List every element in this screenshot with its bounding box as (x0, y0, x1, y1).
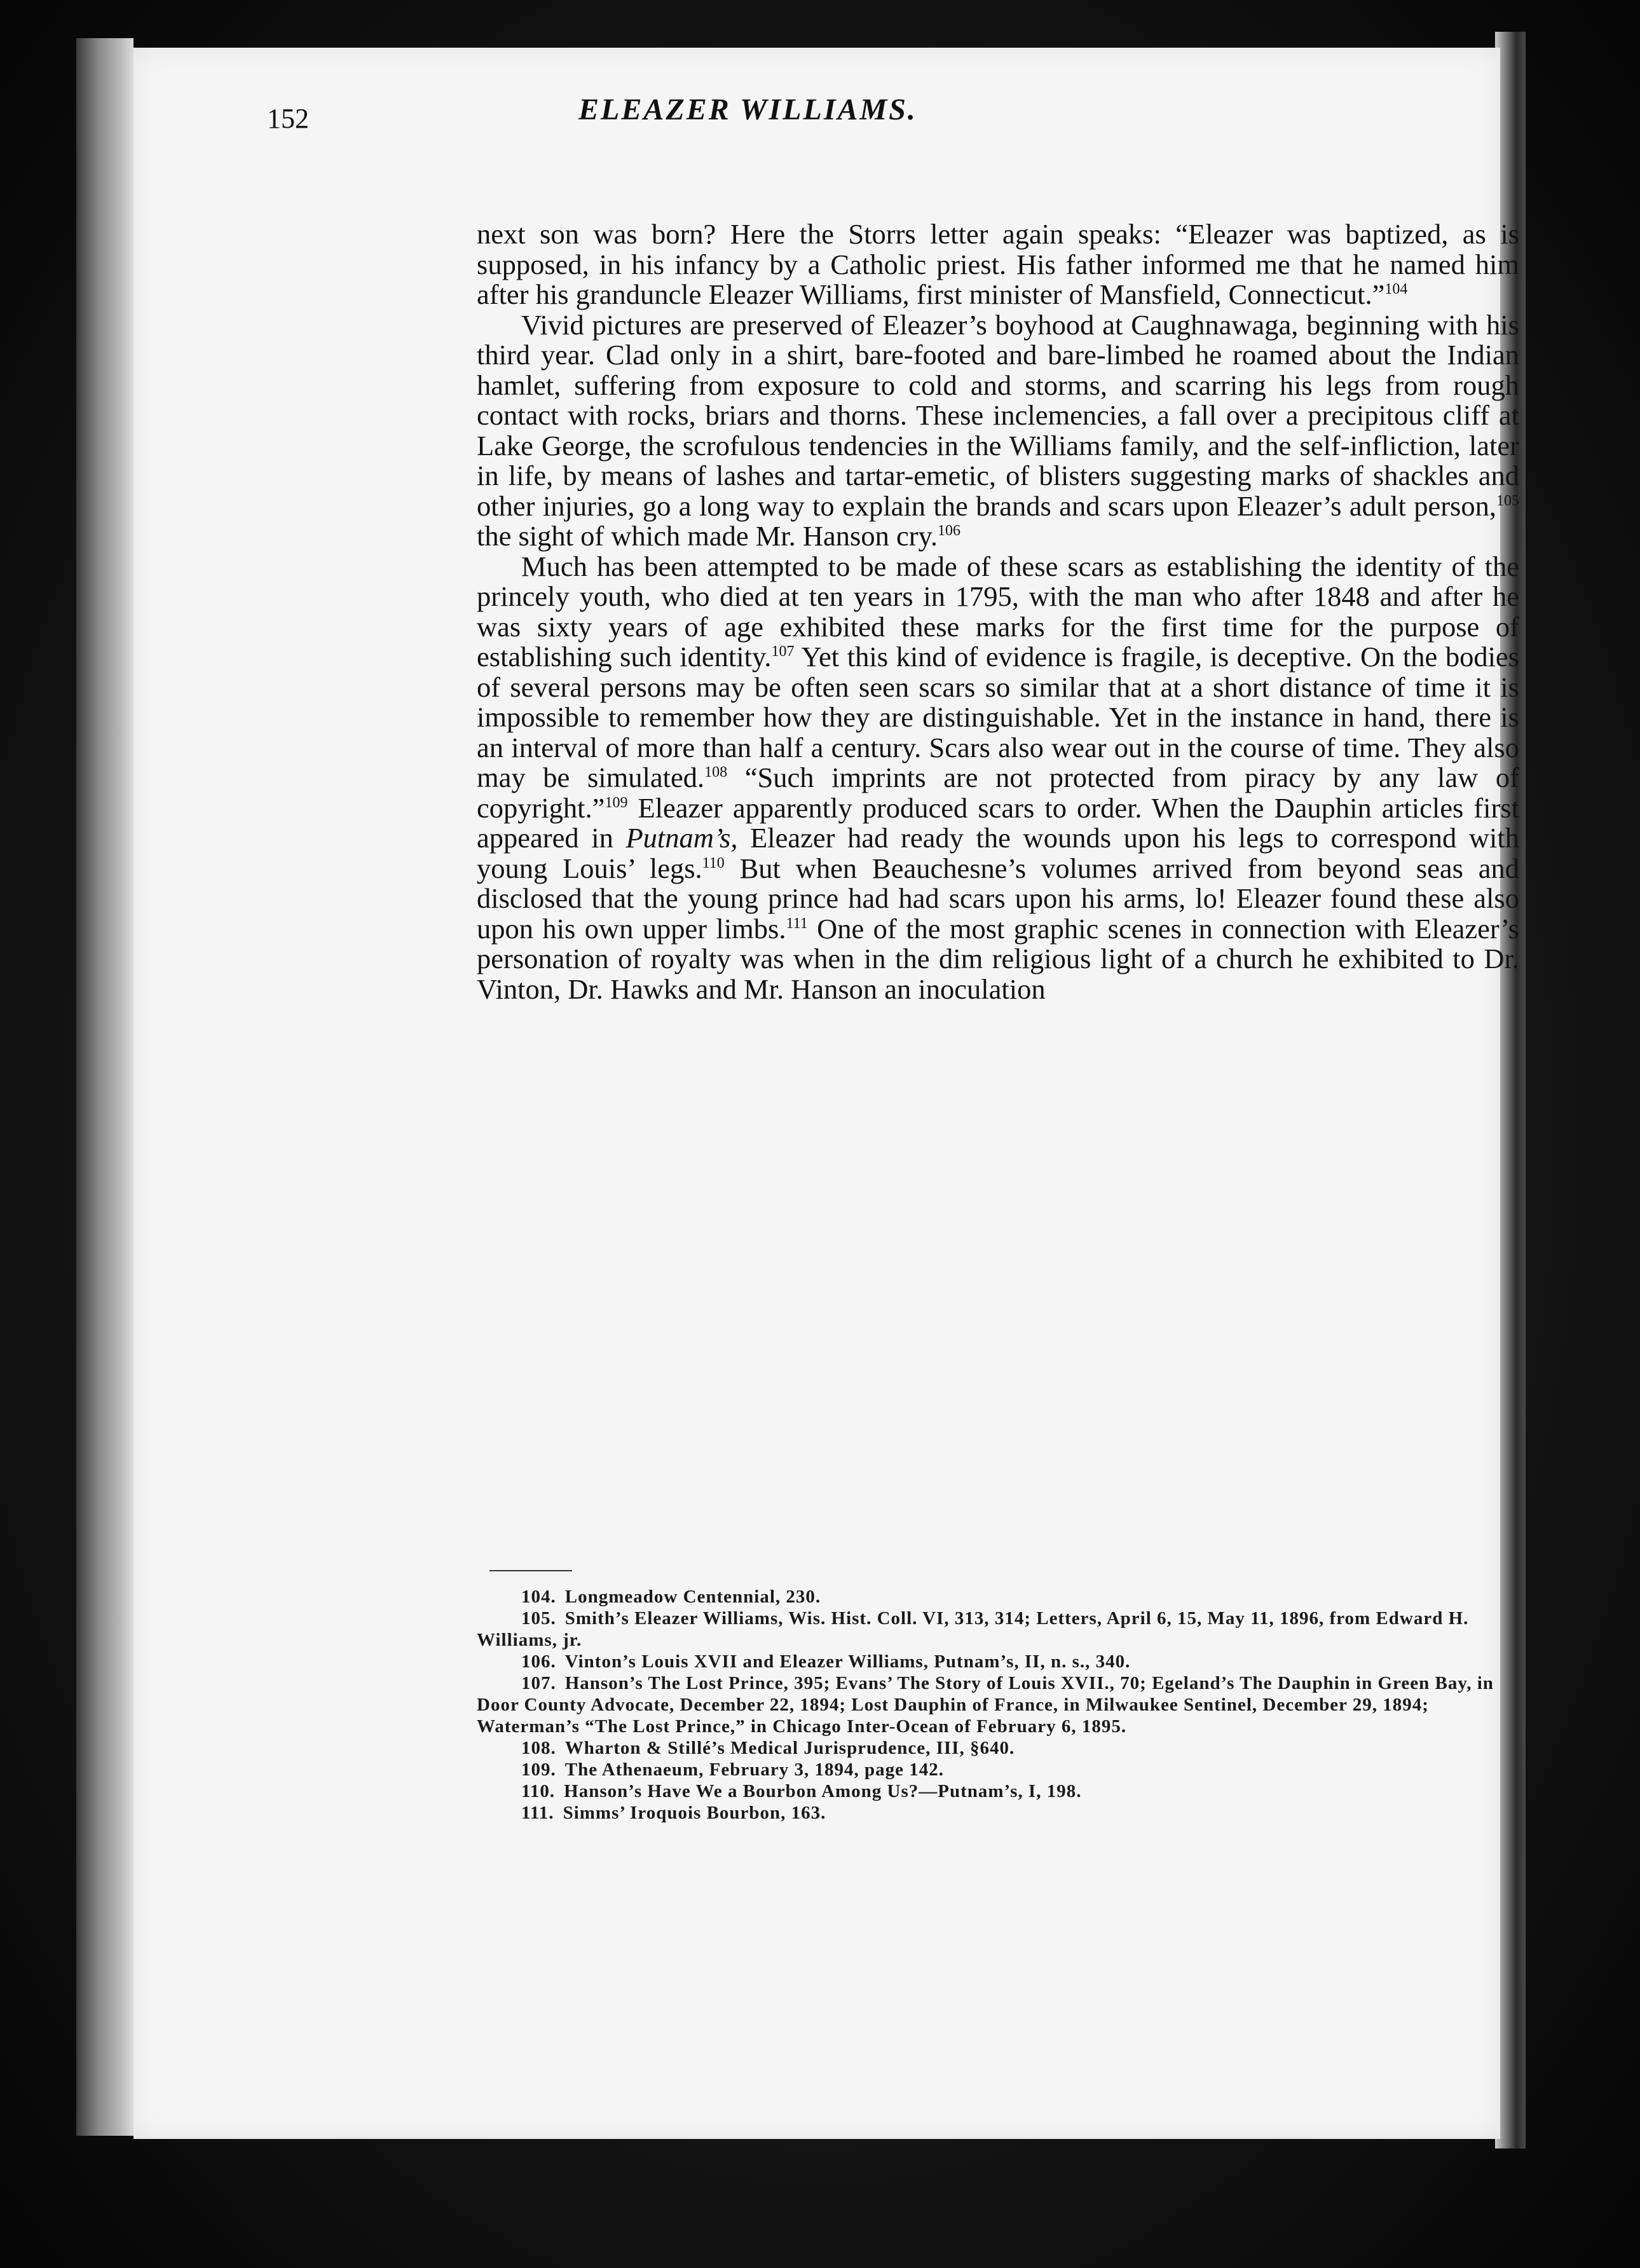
paragraph-2-text-a: Vivid pictures are preserved of Eleazer’s boyhood at Caughnawaga, beginning with his third year. Clad only in a shirt, bare-footed and bare-limbed he roamed about the Indian hamlet, suffering from exposure to cold and storms, and scarring his legs from rough contact with rocks, briars and thorns. These inclemencies, a fall over a precipitous cliff at Lake George, the scrofulous tendencies in the Williams family, and the self-infliction, later in life, by means of lashes and tartar-emetic, of blisters suggesting marks of shackles and other injuries, go a long way to explain the brands and scars upon Eleazer’s adult person, (477, 308, 1519, 522)
footnote-ref: 104 (1384, 281, 1408, 297)
paragraph-2-text-b: the sight of which made Mr. Hanson cry. (477, 520, 938, 552)
footnote-item (477, 1586, 1519, 1608)
footnote-number: 104. (521, 1587, 556, 1607)
footnote-item (477, 1780, 1519, 1802)
footnote-ref: 108 (704, 764, 728, 781)
footnote-text: Smith’s Eleazer Williams, Wis. Hist. Coll. VI, 313, 314; Letters, April 6, 15, May 11, 1896, from Edward H. Williams, jr. (477, 1608, 1469, 1650)
running-title: ELEAZER WILLIAMS. (578, 93, 917, 126)
paragraph-1-text: next son was born? Here the Storrs letter again speaks: “Eleazer was baptized, as is supposed, in his infancy by a Catholic priest. His father informed me that he named him after his granduncle Eleazer Williams, first minister of Mansfield, Connecticut.” (477, 218, 1519, 310)
paragraph-3-text-d: Eleazer apparently produced scars to order. When the Dauphin articles first appeared in (477, 791, 1519, 854)
footnote-text: Vinton’s Louis XVII and Eleazer Williams, Putnam’s, II, n. s., 340. (564, 1651, 1131, 1672)
paragraph-1 (477, 219, 1519, 310)
paragraph-3-text-f: But when Beauchesne’s volumes arrived from beyond seas and disclosed that the young prince had had scars upon his arms, lo! Eleazer found these also upon his own upper limbs. (477, 852, 1520, 945)
paragraph-3 (477, 552, 1519, 1005)
book-page (133, 48, 1520, 2139)
footnote-ref: 105 (1496, 492, 1519, 509)
footnote-ref: 109 (605, 794, 628, 811)
footnote-text: Wharton & Stillé’s Medical Jurisprudence, III, §640. (564, 1738, 1015, 1758)
paragraph-3-text-c: “Such imprints are not protected from piracy by any law of copyright.” (477, 762, 1520, 824)
paragraph-3-text-a: Much has been attempted to be made of these scars as establishing the identity of the princely youth, who died at ten years in 1795, with the man who after 1848 and after he was sixty years of age exhibited these marks for the first time for the purpose of establishing such identity. (477, 550, 1519, 673)
footnote-item (477, 1651, 1519, 1672)
italic-title: Putnam’s, (625, 822, 738, 854)
footnotes (477, 1586, 1519, 1824)
footnote-text: Hanson’s The Lost Prince, 395; Evans’ The Story of Louis XVII., 70; Egeland’s The Dauphin in Green Bay, in Door County Advocate, December 22, 1894; Lost Dauphin of France, in Milwaukee Sentinel, December 29, 1894; Waterman’s “The Lost Prince,” in Chicago Inter-Ocean of February 6, 1895. (477, 1673, 1494, 1737)
footnote-ref: 110 (702, 854, 725, 871)
footnote-ref: 106 (938, 523, 961, 539)
footnote-text: Simms’ Iroquois Bourbon, 163. (563, 1803, 826, 1823)
paragraph-3-text-g: One of the most graphic scenes in connection with Eleazer’s personation of royalty was when in the dim religious light of a church he exhibited to Dr. Vinton, Dr. Hawks and Mr. Hanson an inoculation (477, 912, 1519, 1005)
footnote-item (477, 1672, 1519, 1737)
footnote-text: The Athenaeum, February 3, 1894, page 142. (564, 1759, 944, 1780)
footnote-ref: 111 (786, 915, 808, 932)
body-text (477, 219, 1519, 1004)
footnote-number: 105. (521, 1608, 556, 1629)
paragraph-2 (477, 310, 1519, 552)
paragraph-3-text-b: Yet this kind of evidence is fragile, is deceptive. On the bodies of several persons may be often seen scars so similar that at a short distance of time it is impossible to remember how they are distinguishable. Yet in the instance in hand, there is an interval of more than half a century. Scars also wear out in the course of time. They also may be simulated. (477, 641, 1519, 793)
footnote-number: 110. (521, 1781, 556, 1801)
footnote-text: Longmeadow Centennial, 230. (564, 1587, 821, 1607)
footnote-item (477, 1737, 1519, 1759)
footnote-number: 111. (521, 1803, 554, 1823)
footnote-number: 109. (521, 1759, 556, 1780)
footnote-item (477, 1759, 1519, 1780)
footnote-divider (489, 1570, 572, 1571)
footnote-number: 108. (521, 1738, 556, 1758)
footnote-number: 106. (521, 1651, 556, 1672)
page-number: 152 (267, 103, 309, 134)
binding-shadow (76, 38, 133, 2136)
paragraph-3-text-e: Eleazer had ready the wounds upon his legs to correspond with young Louis’ legs. (477, 822, 1519, 884)
footnote-item (477, 1802, 1519, 1824)
footnote-number: 107. (521, 1673, 556, 1693)
footnote-text: Hanson’s Have We a Bourbon Among Us?—Putnam’s, I, 198. (564, 1781, 1082, 1801)
footnote-ref: 107 (771, 643, 795, 660)
footnote-item (477, 1608, 1519, 1651)
